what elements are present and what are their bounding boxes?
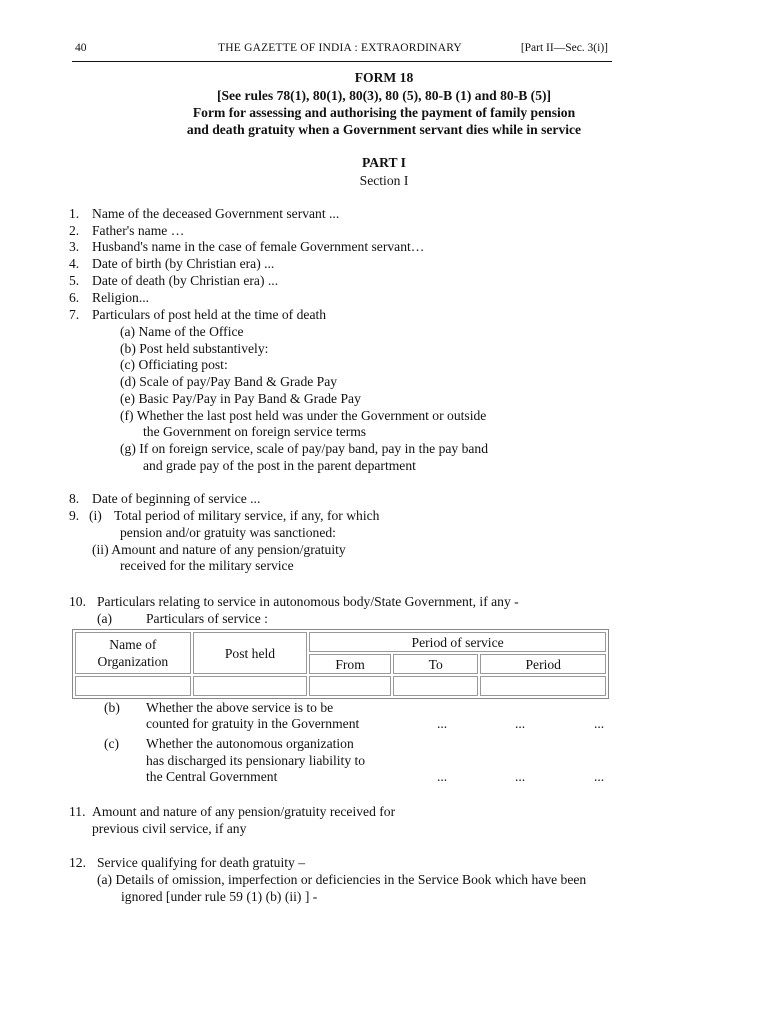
- item-3-text: Husband's name in the case of female Government servant…: [92, 239, 425, 254]
- item-10b-dots-3: ...: [594, 716, 605, 731]
- item-4-number: 4.: [69, 256, 80, 271]
- item-12-text: Service qualifying for death gratuity –: [97, 855, 305, 870]
- form-subtitle-line1: Form for assessing and authorising the payment of family pension: [192, 105, 576, 120]
- section-heading: Section I: [359, 173, 409, 188]
- item-10c-text-cont2: the Central Government: [146, 769, 278, 784]
- item-10a-label: (a): [97, 611, 113, 626]
- item-8-number: 8.: [69, 491, 80, 506]
- item-3-number: 3.: [69, 239, 80, 254]
- item-10c-dots-1: ...: [437, 769, 448, 784]
- item-10b-dots-2: ...: [515, 716, 526, 731]
- item-10b-text: Whether the above service is to be: [146, 700, 334, 715]
- item-12a-text: (a) Details of omission, imperfection or deficiencies in the Service Book which have been: [97, 872, 587, 887]
- table-cell-organization[interactable]: [75, 676, 191, 696]
- item-7f-text-cont: the Government on foreign service terms: [143, 424, 367, 439]
- item-7-text: Particulars of post held at the time of death: [92, 307, 327, 322]
- item-2-number: 2.: [69, 223, 80, 238]
- col-header-to: To: [393, 654, 479, 674]
- item-6-number: 6.: [69, 290, 80, 305]
- item-10c-dots-3: ...: [594, 769, 605, 784]
- item-2-text: Father's name …: [92, 223, 185, 238]
- item-12-number: 12.: [69, 855, 86, 870]
- item-7b-text: (b) Post held substantively:: [120, 341, 269, 356]
- table-cell-period[interactable]: [480, 676, 606, 696]
- table-cell-post-held[interactable]: [193, 676, 307, 696]
- part-heading: PART I: [362, 155, 406, 170]
- item-11-text-cont: previous civil service, if any: [92, 821, 247, 836]
- table-cell-from[interactable]: [309, 676, 391, 696]
- page-header: [72, 40, 608, 58]
- table-row: [75, 676, 606, 696]
- col-header-period-of-service: Period of service: [309, 632, 606, 652]
- item-11-text: Amount and nature of any pension/gratuity received for: [92, 804, 396, 819]
- service-particulars-table: [72, 629, 609, 699]
- table-cell-to[interactable]: [393, 676, 479, 696]
- item-12a-text-cont: ignored [under rule 59 (1) (b) (ii) ] -: [121, 889, 318, 904]
- item-1-number: 1.: [69, 206, 80, 221]
- item-9-sub-i: (i): [89, 508, 102, 523]
- item-10-text: Particulars relating to service in autonomous body/State Government, if any -: [97, 594, 519, 609]
- item-10c-text: Whether the autonomous organization: [146, 736, 354, 751]
- item-7a-text: (a) Name of the Office: [120, 324, 244, 339]
- item-10b-label: (b): [104, 700, 120, 715]
- item-10a-text: Particulars of service :: [146, 611, 268, 626]
- col-header-period: Period: [480, 654, 606, 674]
- item-10b-text-cont: counted for gratuity in the Government: [146, 716, 360, 731]
- item-7g-text-cont: and grade pay of the post in the parent department: [143, 458, 416, 473]
- item-5-number: 5.: [69, 273, 80, 288]
- part-section-label: [Part II—Sec. 3(i)]: [520, 42, 608, 54]
- item-7f-text: (f) Whether the last post held was under the Government or outside: [120, 408, 487, 423]
- item-9-number: 9.: [69, 508, 80, 523]
- header-rule: [72, 61, 612, 62]
- item-7-number: 7.: [69, 307, 80, 322]
- form-title: FORM 18: [354, 70, 414, 85]
- item-7e-text: (e) Basic Pay/Pay in Pay Band & Grade Pay: [120, 391, 361, 406]
- item-7d-text: (d) Scale of pay/Pay Band & Grade Pay: [120, 374, 338, 389]
- item-9-text-cont: pension and/or gratuity was sanctioned:: [120, 525, 336, 540]
- item-9-text: Total period of military service, if any, for which: [114, 508, 380, 523]
- item-1-text: Name of the deceased Government servant ...: [92, 206, 340, 221]
- item-10-number: 10.: [69, 594, 86, 609]
- item-10b-dots-1: ...: [437, 716, 448, 731]
- page-number: 40: [75, 42, 87, 54]
- item-10c-text-cont: has discharged its pensionary liability to: [146, 753, 366, 768]
- form-rules: [See rules 78(1), 80(1), 80(3), 80 (5), 80-B (1) and 80-B (5)]: [216, 88, 552, 103]
- col-header-organization: [75, 632, 191, 674]
- item-9ii-text: (ii) Amount and nature of any pension/gratuity: [92, 542, 346, 557]
- item-11-number: 11.: [69, 804, 86, 819]
- item-7c-text: (c) Officiating post:: [120, 357, 228, 372]
- item-9ii-text-cont: received for the military service: [120, 558, 294, 573]
- item-10c-label: (c): [104, 736, 120, 751]
- item-4-text: Date of birth (by Christian era) ...: [92, 256, 275, 271]
- item-7g-text: (g) If on foreign service, scale of pay/pay band, pay in the pay band: [120, 441, 489, 456]
- item-5-text: Date of death (by Christian era) ...: [92, 273, 279, 288]
- item-8-text: Date of beginning of service ...: [92, 491, 261, 506]
- col-header-organization-line2: Organization: [97, 654, 169, 669]
- item-6-text: Religion...: [92, 290, 150, 305]
- col-header-post-held: Post held: [193, 632, 307, 674]
- col-header-from: From: [309, 654, 391, 674]
- col-header-organization-line1: Name of: [109, 637, 157, 652]
- gazette-title: THE GAZETTE OF INDIA : EXTRAORDINARY: [218, 42, 462, 54]
- form-subtitle-line2: and death gratuity when a Government servant dies while in service: [186, 122, 582, 137]
- item-10c-dots-2: ...: [515, 769, 526, 784]
